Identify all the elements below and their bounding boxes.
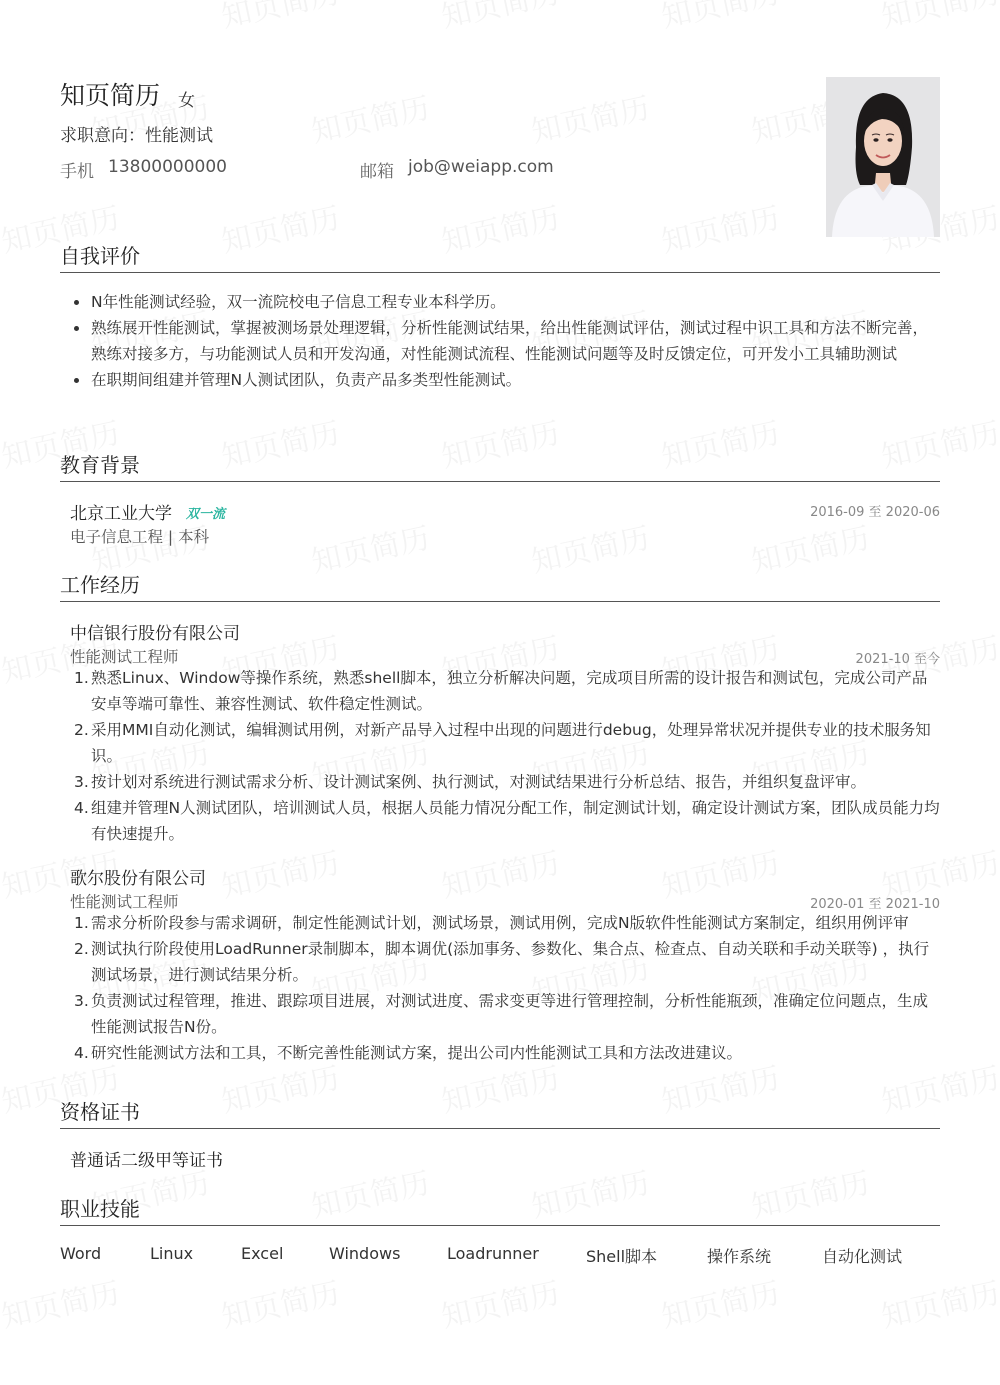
job-dates: 2020-01 至 2021-10 [810,897,940,912]
watermark-text [527,1158,654,1226]
list-item: 2. 采用MMI自动化测试，编辑测试用例，对新产品导入过程中出现的问题进行debug，处理异常状况并提供专业的技术服务知识。 [74,721,931,765]
watermark-text [657,838,784,906]
watermark-text [217,0,344,36]
job-role: 性能测试工程师 [70,893,179,911]
list-item: 3. 按计划对系统进行测试需求分析、设计测试案例、执行测试，对测试结果进行分析总结、报告，并组织复盘评审。 [74,773,867,791]
job-role: 性能测试工程师 [70,648,179,666]
list-item: 4. 组建并管理N人测试团队，培训测试人员，根据人员能力情况分配工作，制定测试计划，确定设计测试方案，团队成员能力均有快速提升。 [74,799,940,843]
job-duties-list [60,910,940,1066]
skills-row [60,1244,940,1268]
email-value: job@weiapp.com [408,157,554,177]
skill-item: Windows [329,1244,401,1263]
education-dates: 2016-09 至 2020-06 [810,505,940,520]
job-dates: 2021-10 至今 [855,652,940,667]
list-item: 3. 负责测试过程管理，推进、跟踪项目进展，对测试进度、需求变更等进行管理控制，分析性能瓶颈，准确定位问题点，生成性能测试报告N份。 [74,992,929,1036]
phone-label: 手机 [60,162,94,182]
watermark-text [657,193,784,261]
skill-item: Linux [150,1244,194,1263]
watermark-text [217,408,344,476]
self-eval-list [60,289,940,393]
candidate-name: 知页简历 [60,81,161,110]
watermark-text [877,408,1000,476]
watermark-text [527,83,654,151]
section-title-work: 工作经历 [60,573,140,597]
watermark-text [657,1268,784,1336]
watermark-text [657,0,784,36]
email-label: 邮箱 [360,162,394,182]
candidate-gender: 女 [178,91,195,111]
watermark-text [437,193,564,261]
watermark-text [217,1268,344,1336]
phone-value: 13800000000 [108,157,227,177]
section-divider [60,1128,940,1129]
section-title-certs: 资格证书 [60,1100,140,1124]
job-duties-list [60,665,940,847]
watermark-text [877,1268,1000,1336]
section-divider [60,481,940,482]
school-tag: 双一流 [186,507,226,522]
list-item: 1. 需求分析阶段参与需求调研，制定性能测试计划，测试场景，测试用例，完成N版软件性能测试方案制定，组织用例评审 [74,914,909,932]
list-item: 在职期间组建并管理N人测试团队，负责产品多类型性能测试。 [60,367,940,393]
skill-item: Shell脚本 [586,1247,658,1266]
skill-item: 自动化测试 [822,1247,903,1266]
section-divider [60,601,940,602]
watermark-text [307,1158,434,1226]
watermark-text [747,513,874,581]
watermark-text [437,838,564,906]
skill-item: Loadrunner [447,1244,539,1263]
list-item: N年性能测试经验，双一流院校电子信息工程专业本科学历。 [60,289,940,315]
school-name: 北京工业大学 [70,504,172,524]
major-degree: 电子信息工程 | 本科 [70,528,210,546]
job-intent: 求职意向：性能测试 [60,126,213,146]
watermark-text [307,83,434,151]
list-item: 1. 熟悉Linux、Window等操作系统，熟悉shell脚本，独立分析解决问题，完成项目所需的设计报告和测试包，完成公司产品安卓等端可靠性、兼容性测试、软件稳定性测试。 [74,669,928,713]
watermark-text [657,408,784,476]
watermark-text [437,408,564,476]
portrait-illustration [826,77,940,237]
watermark-text [0,1268,123,1336]
skill-item: 操作系统 [707,1247,772,1266]
certificate-item: 普通话二级甲等证书 [70,1151,223,1171]
watermark-text [437,1268,564,1336]
list-item: 熟练展开性能测试，掌握被测场景处理逻辑，分析性能测试结果，给出性能测试评估，测试过程中识工具和方法不断完善，熟练对接多方，与功能测试人员和开发沟通，对性能测试流程、性能测试问题等及时反馈定位，可开发小工具辅助测试 [60,315,940,367]
watermark-text [217,193,344,261]
list-item: 4. 研究性能测试方法和工具，不断完善性能测试方案，提出公司内性能测试工具和方法改进建议。 [74,1044,743,1062]
skill-item: Excel [241,1244,284,1263]
section-divider [60,272,940,273]
section-divider [60,1225,940,1226]
watermark-text [307,513,434,581]
company-name: 歌尔股份有限公司 [70,869,206,889]
watermark-text [877,0,1000,36]
watermark-text [747,1158,874,1226]
watermark-text [217,838,344,906]
list-item: 2. 测试执行阶段使用LoadRunner录制脚本，脚本调优(添加事务、参数化、集合点、检查点、自动关联和手动关联等) ，执行测试场景，进行测试结果分析。 [74,940,930,984]
section-title-education: 教育背景 [60,453,140,477]
profile-photo [826,77,940,237]
section-title-self-eval: 自我评价 [60,244,140,268]
skill-item: Word [60,1244,102,1263]
company-name: 中信银行股份有限公司 [70,624,240,644]
watermark-text [437,0,564,36]
section-title-skills: 职业技能 [60,1197,140,1221]
watermark-text [527,513,654,581]
